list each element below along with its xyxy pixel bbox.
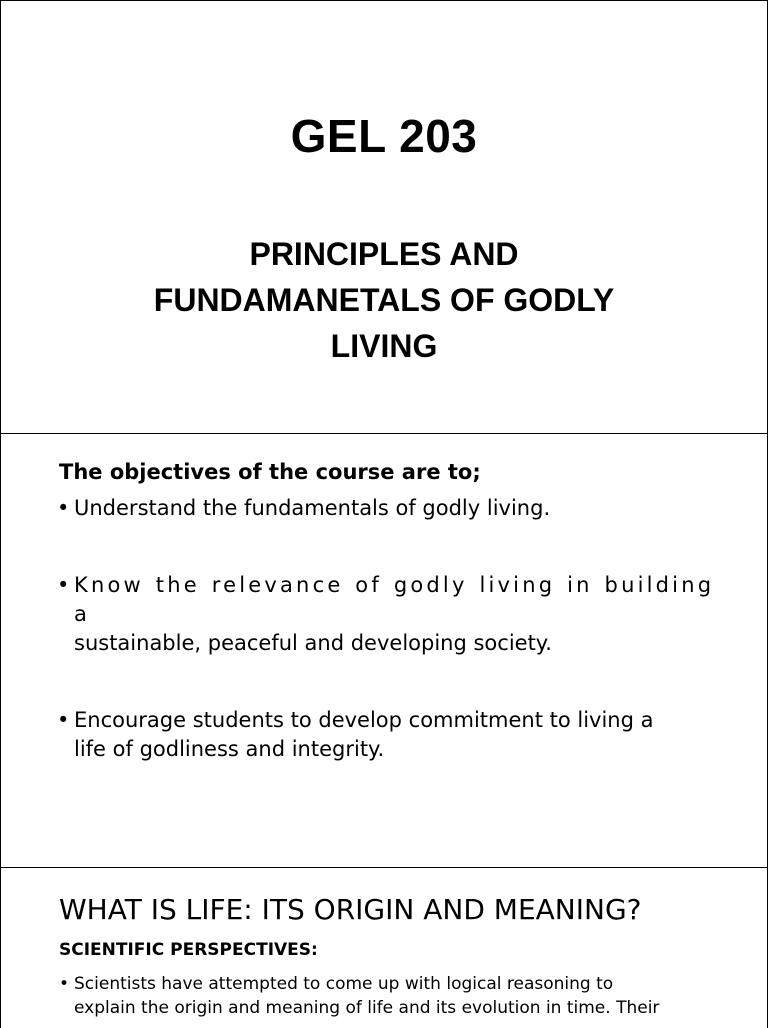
objective-item (57, 706, 717, 764)
objective-text-continued: sustainable, peaceful and developing society. (74, 631, 552, 655)
life-paragraph-line: explain the origin and meaning of life and its evolution in time. Their (74, 998, 660, 1018)
objective-text: Encourage students to develop commitment to living a (74, 708, 654, 732)
objective-item (57, 494, 717, 523)
slide-title (0, 0, 768, 434)
life-paragraph-line: Scientists have attempted to come up with logical reasoning to (74, 974, 614, 994)
bullet-icon: • (57, 708, 70, 732)
objective-text: Know the relevance of godly living in building a (74, 573, 715, 626)
objectives-heading: The objectives of the course are to; (59, 460, 481, 484)
perspective-heading: SCIENTIFIC PERSPECTIVES: (59, 940, 318, 960)
course-code: GEL 203 (290, 110, 478, 162)
objectives-list (57, 494, 717, 812)
objective-text-continued: life of godliness and integrity. (74, 737, 385, 761)
bullet-icon: • (57, 573, 73, 597)
bullet-icon: • (57, 496, 70, 520)
life-heading: WHAT IS LIFE: ITS ORIGIN AND MEANING? (59, 893, 642, 926)
objective-item (57, 571, 717, 658)
objective-text: Understand the fundamentals of godly living. (74, 496, 551, 520)
course-title: PRINCIPLES AND FUNDAMANETALS OF GODLY LIVING (153, 236, 615, 364)
life-paragraph (59, 972, 734, 1020)
slide-life-origin (0, 867, 768, 1028)
bullet-icon: • (59, 974, 70, 994)
slide-objectives (0, 433, 768, 868)
